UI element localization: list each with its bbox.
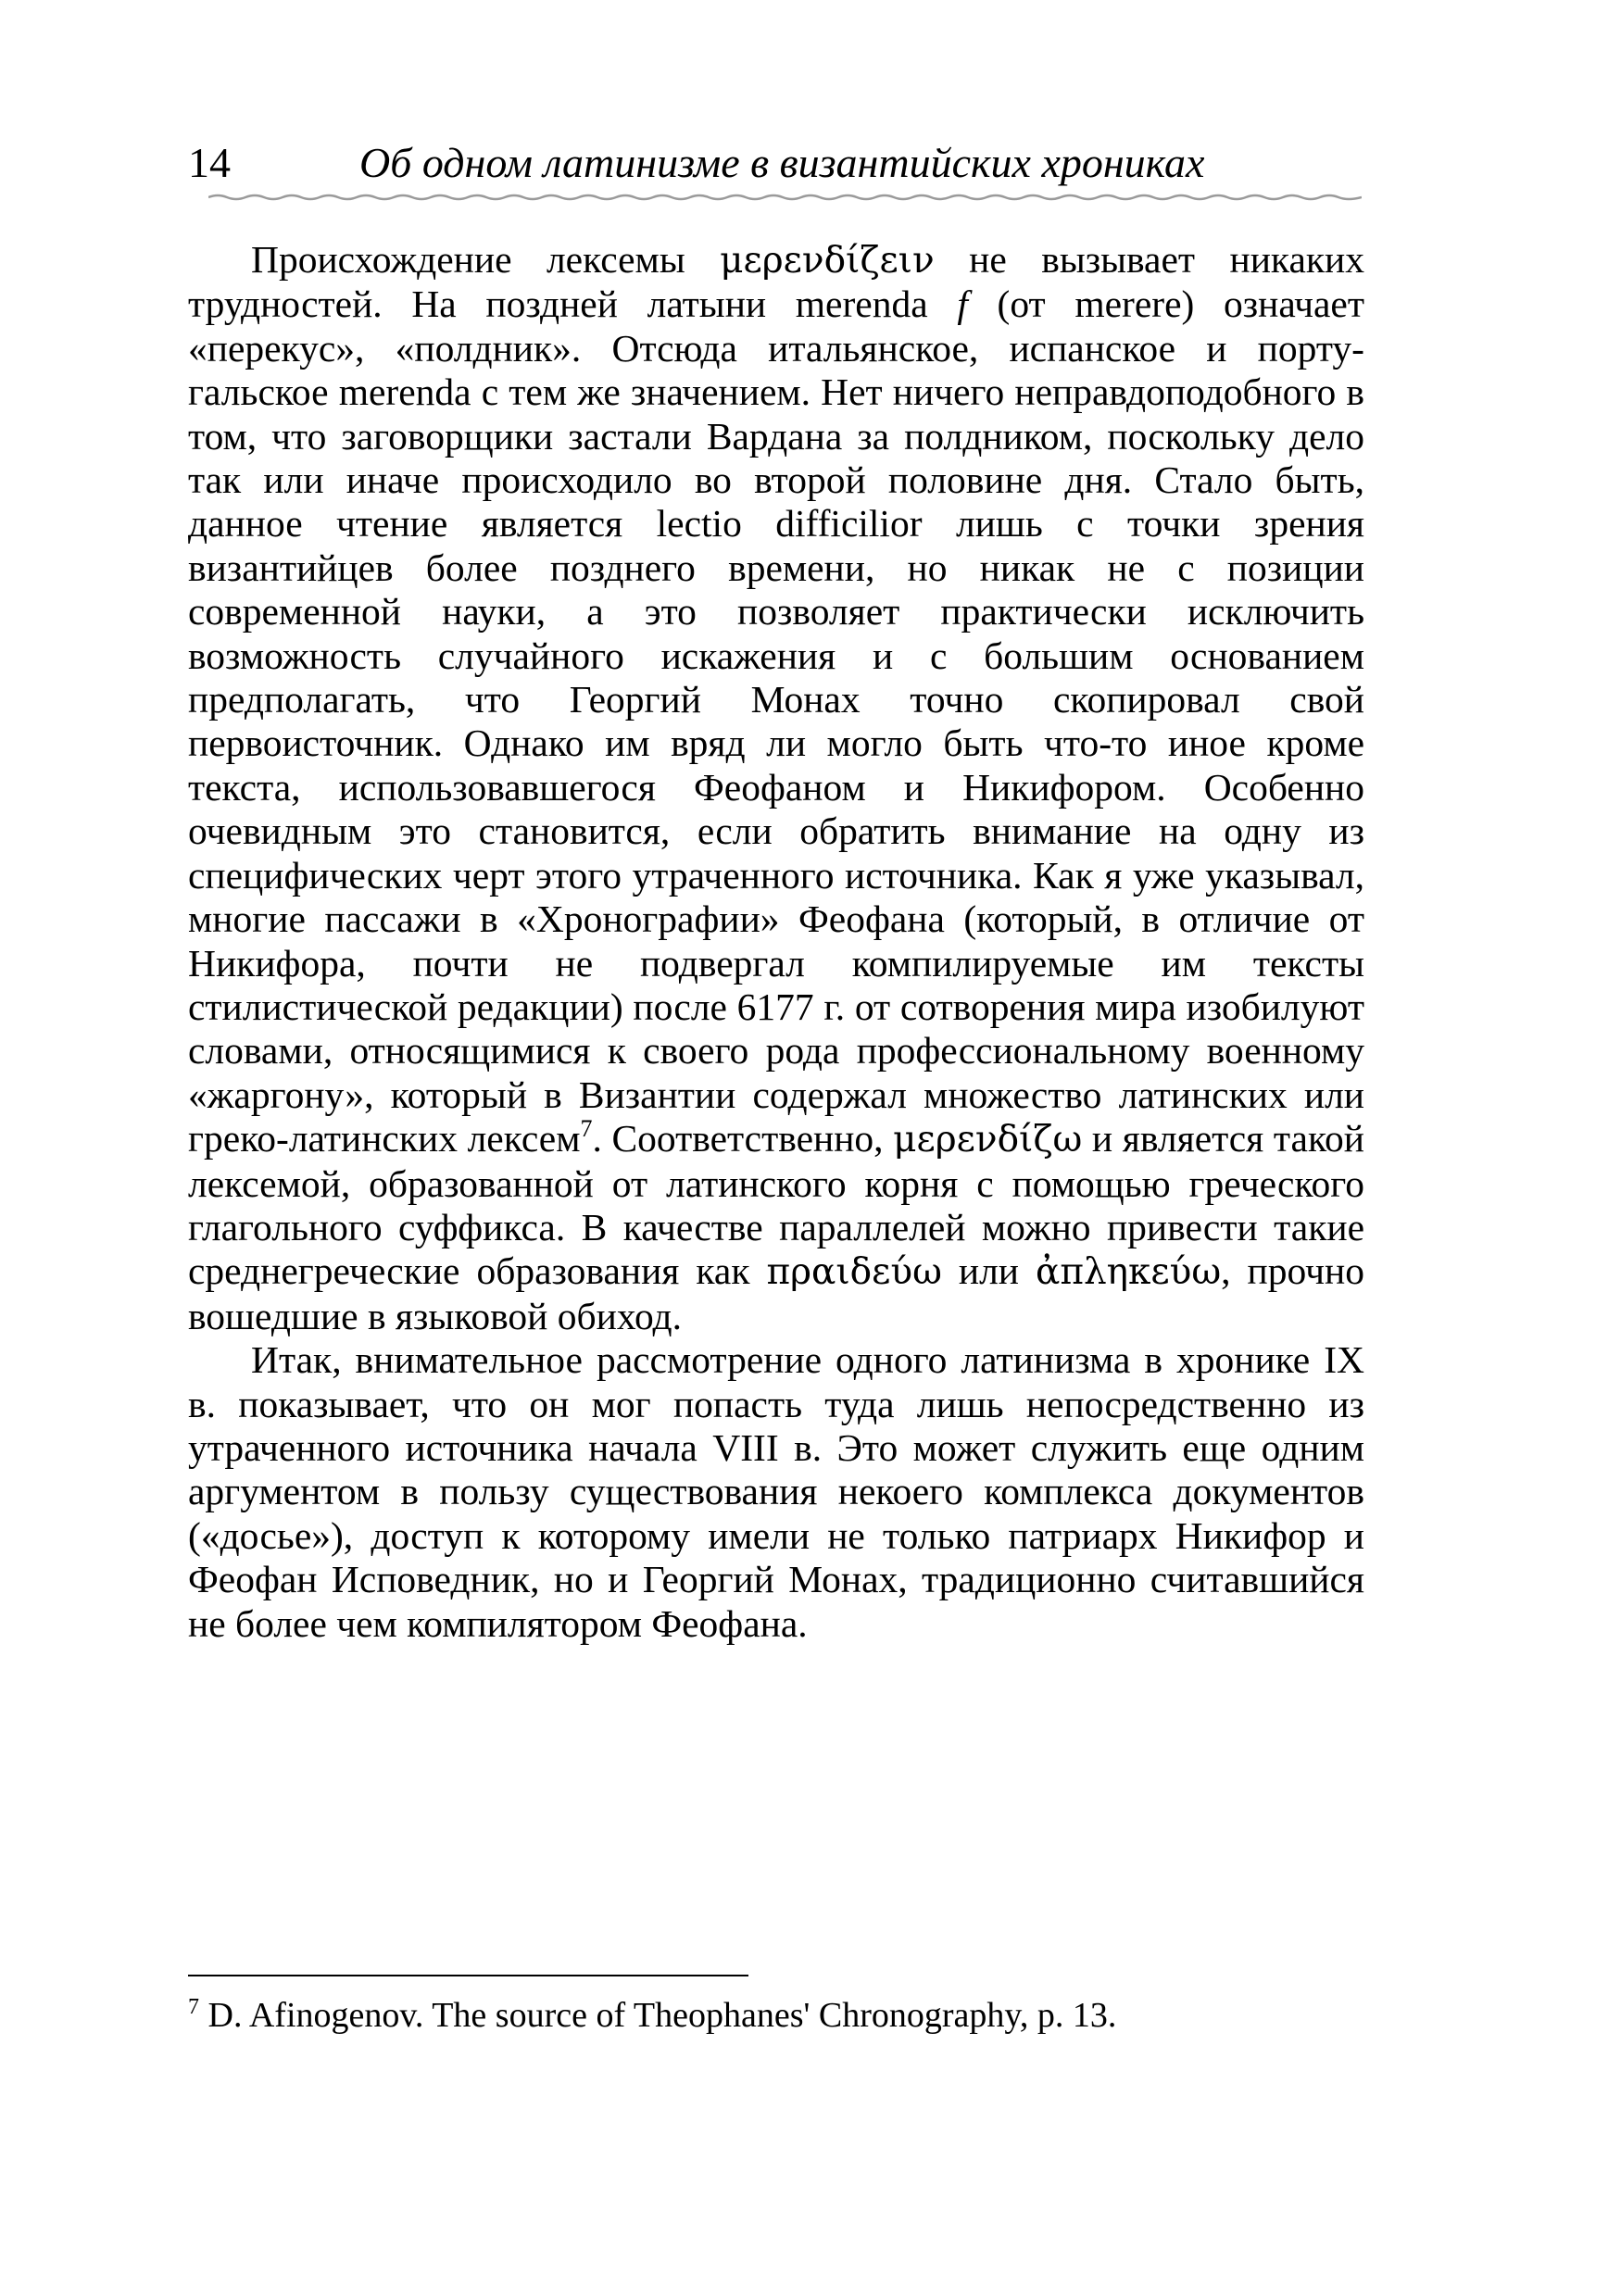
greek-word-aplekeuo: ἀπληκεύω (1036, 1251, 1222, 1294)
paragraph-2: Итак, внимательное рассмотрение одного латинизма в хронике IX в. показывает, что он мог попасть туда лишь непосредственно из утраченного источника начала VIII в. Это может служить еще одним аргументом в пользу существования некоего комплекса документов («досье»), доступ к которому имели не только патриарх Никифор и Феофан Исповедник, но и Георгий Монах, традиционно считавшийся не более чем компилятором Феофана. (188, 1338, 1364, 1645)
body-text (188, 238, 1364, 1646)
paragraph-1-text-6: или (941, 1249, 1036, 1293)
paragraph-1-text-2: не вызывает никаких трудностей. На поздней латыни merenda (188, 238, 1364, 326)
paragraph-1-text-3: (от merere) означает «перекус», «полдник». Отсюда итальянское, испанское и португальское merenda с тем же значением. Нет ничего неправдоподобного в том, что заговорщики застали Вардана за полдником, поскольку дело так или иначе происходило во второй половине дня. Стало быть, данное чтение является lectio difficilior лишь с точки зрения византийцев более позднего времени, но никак не с позиции современной науки, а это позволяет практически исключить возможность случайного искажения и с большим основанием предполагать, что Георгий Монах точно скопировал свой первоисточник. Однако им вряд ли могло быть что-то иное кроме текста, использовавшегося Феофаном и Никифором. Особенно очевидным это становится, если обратить внимание на одну из специфических черт этого утраченного источника. Как я уже указывал, многие пассажи в «Хронографии» Феофана (который, в отличие от Никифора, почти не подвергал компилируемые им тексты стилистической редакции) после 6177 г. от сотворения мира изобилуют словами, относящимися к своего рода профессиональному военному «жаргону», который в Византии содержал множество латинских или греко-латинских лексем (188, 282, 1364, 1161)
page-header (188, 137, 1364, 193)
greek-word-praideuo: πραιδεύω (766, 1251, 942, 1294)
greek-word-merendizein: μερενδίζειν (720, 240, 935, 282)
footnote-reference[interactable]: 7 (580, 1115, 593, 1143)
footnote-text: D. Afinogenov. The source of Theophanes' Chronography, p. 13. (199, 1996, 1117, 2035)
paragraph-1-text-1: Происхождение лексемы (251, 238, 721, 281)
paragraph-1-text-5: и является такой лексемой, образованной от латинского корня с помощью греческого глагольного суффикса. В качестве параллелей можно привести такие среднегреческие образования как (188, 1117, 1364, 1293)
footnote-marker: 7 (188, 1995, 199, 2019)
greek-word-merendizo: μερενδίζω (893, 1119, 1083, 1161)
paragraph-1-text-7: , прочно вошедшие в языковой обиход. (188, 1249, 1364, 1337)
footnote (188, 1993, 1364, 2038)
paragraph-1-text-4: . Соответственно, (592, 1117, 894, 1161)
gender-abbreviation: f (957, 282, 968, 326)
page-number: 14 (188, 139, 231, 186)
running-title: Об одном латинизме в византийских хрониках (359, 139, 1205, 186)
footnote-separator (188, 1975, 748, 1976)
paragraph-1 (188, 238, 1364, 1338)
header-ornament-rule (208, 193, 1362, 202)
